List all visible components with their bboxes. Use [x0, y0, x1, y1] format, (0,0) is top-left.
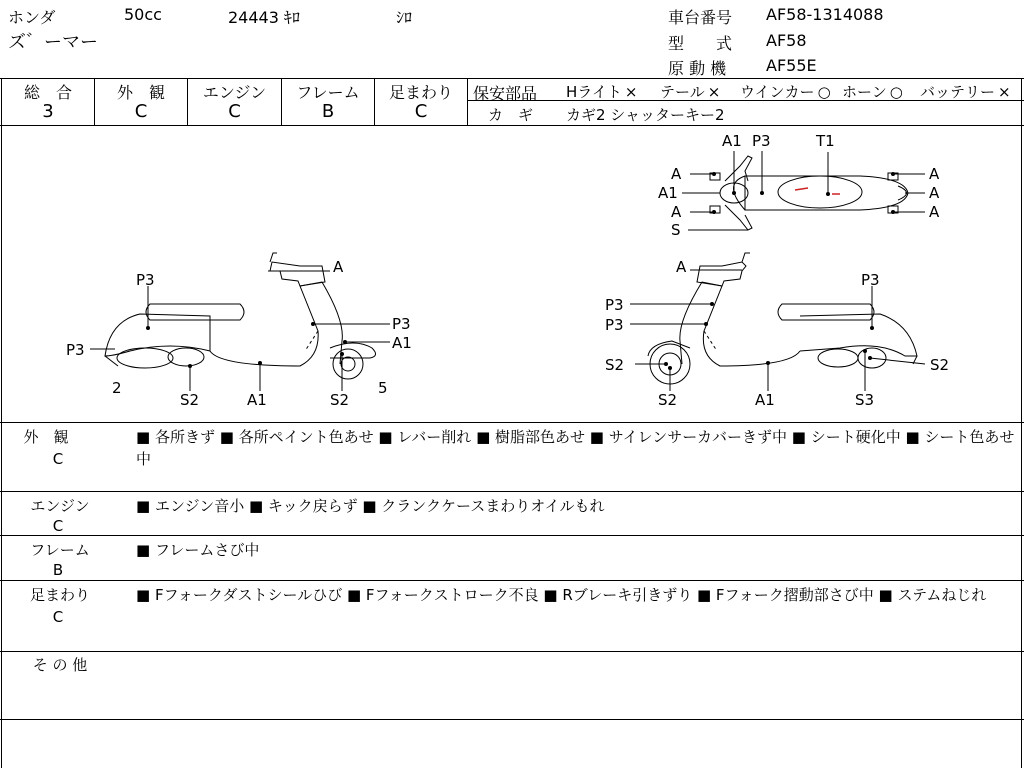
- label-a1: A1: [658, 184, 678, 202]
- maker: ホンダ: [8, 8, 56, 27]
- section-grade: C: [52, 450, 64, 468]
- grade-suspension-value: C: [414, 101, 428, 122]
- label-s2: S2: [930, 356, 950, 374]
- engine-model-value: AF55E: [766, 56, 817, 75]
- label-a: A: [929, 203, 940, 221]
- scooter-diagram: [0, 126, 1022, 422]
- section-grade: B: [52, 561, 64, 579]
- label-s2: S2: [605, 356, 625, 374]
- section-title: 外 観: [23, 428, 69, 446]
- key-label: カ ギ: [488, 106, 534, 124]
- grade-engine-value: C: [228, 101, 241, 122]
- grade-exterior-value: C: [134, 101, 148, 122]
- label-p3: P3: [605, 316, 624, 334]
- label-a1: A1: [755, 391, 775, 409]
- divider: [0, 580, 1024, 581]
- label-5: 5: [378, 379, 388, 397]
- section-grade: C: [52, 608, 64, 626]
- grade-engine-label: エンジン: [202, 83, 267, 102]
- divider: [0, 535, 1024, 536]
- label-p3: P3: [752, 132, 771, 150]
- label-a: A: [676, 258, 687, 276]
- label-2: 2: [112, 379, 122, 397]
- section-comment: ■ エンジン音小 ■ キック戻らず ■ クランクケースまわりオイルもれ: [136, 497, 605, 515]
- engine-model-label: 原 動 機: [668, 59, 727, 78]
- section-title: そ の 他: [32, 656, 88, 674]
- section-comment: ■ Fフォークダストシールひび ■ Fフォークストローク不良 ■ Rブレーキ引きずり ■ Fフォーク摺動部さび中 ■ ステムねじれ: [136, 586, 987, 604]
- label-p3: P3: [392, 315, 411, 333]
- grade-frame-label: フレーム: [296, 83, 360, 102]
- grade-suspension-label: 足まわり: [388, 83, 453, 102]
- label-a: A: [929, 165, 940, 183]
- label-t1: T1: [816, 132, 835, 150]
- label-a1: A1: [247, 391, 267, 409]
- grade-frame-value: B: [321, 101, 335, 122]
- label-p3: P3: [605, 296, 624, 314]
- displacement: 50cc: [124, 5, 162, 24]
- frame-number-label: 車台番号: [668, 8, 733, 27]
- label-a: A: [671, 203, 682, 221]
- diagram-labels: [66, 132, 949, 409]
- section-title: エンジン: [30, 497, 90, 515]
- grade-overall-label: 総 合: [23, 83, 72, 102]
- frame-number: AF58-1314088: [766, 5, 884, 24]
- divider: [0, 78, 1024, 79]
- type-value: AF58: [766, 31, 807, 50]
- grade-exterior-label: 外 観: [116, 83, 165, 102]
- winker-status-icon: ○: [817, 83, 831, 101]
- label-s2: S2: [180, 391, 200, 409]
- scooter-top-view: [682, 151, 925, 230]
- damage-marks: [795, 188, 840, 194]
- headlight-status-icon: ×: [624, 83, 638, 101]
- divider: [0, 651, 1024, 652]
- label-a1: A1: [722, 132, 742, 150]
- safety-item-horn: ホーン ○: [842, 83, 903, 101]
- safety-item-winker: ウインカー ○: [740, 83, 831, 101]
- mileage: 24443 ｷﾛ: [228, 8, 300, 27]
- section-title: フレーム: [30, 541, 90, 559]
- type-label: 型 式: [668, 34, 733, 53]
- label-s2: S2: [658, 391, 678, 409]
- safety-item-battery: バッテリー ×: [920, 83, 1011, 101]
- horn-status-icon: ○: [889, 83, 903, 101]
- label-a1: A1: [392, 334, 412, 352]
- taillight-status-icon: ×: [707, 83, 721, 101]
- divider: [0, 422, 1024, 423]
- label-p3: P3: [136, 271, 155, 289]
- label-p3: P3: [861, 271, 880, 289]
- divider: [467, 78, 468, 125]
- label-s3: S3: [855, 391, 875, 409]
- model-name: ズ゛ーマー: [8, 32, 98, 53]
- section-grade: C: [52, 517, 64, 535]
- key-value: カギ2 シャッターキー2: [566, 106, 725, 124]
- safety-item-headlight: Hライト ×: [566, 83, 638, 101]
- section-title: 足まわり: [29, 586, 90, 604]
- label-a: A: [929, 184, 940, 202]
- safety-item-taillight: テール ×: [660, 83, 721, 101]
- grade-overall-value: 3: [42, 101, 54, 122]
- safety-label: 保安部品: [473, 84, 538, 103]
- body-color: ｼﾛ: [396, 8, 413, 27]
- label-a: A: [671, 165, 682, 183]
- section-comment: ■ 各所きず ■ 各所ペイント色あせ ■ レバー削れ ■ 樹脂部色あせ ■ サイレンサーカバーきず中 ■ シート硬化中 ■ シート色あせ中: [136, 428, 1015, 468]
- battery-status-icon: ×: [998, 83, 1011, 101]
- divider: [0, 491, 1024, 492]
- divider: [0, 719, 1024, 720]
- label-a: A: [333, 258, 344, 276]
- label-s2: S2: [330, 391, 350, 409]
- label-s: S: [671, 221, 681, 239]
- label-p3: P3: [66, 341, 85, 359]
- section-comment: ■ フレームさび中: [136, 541, 260, 559]
